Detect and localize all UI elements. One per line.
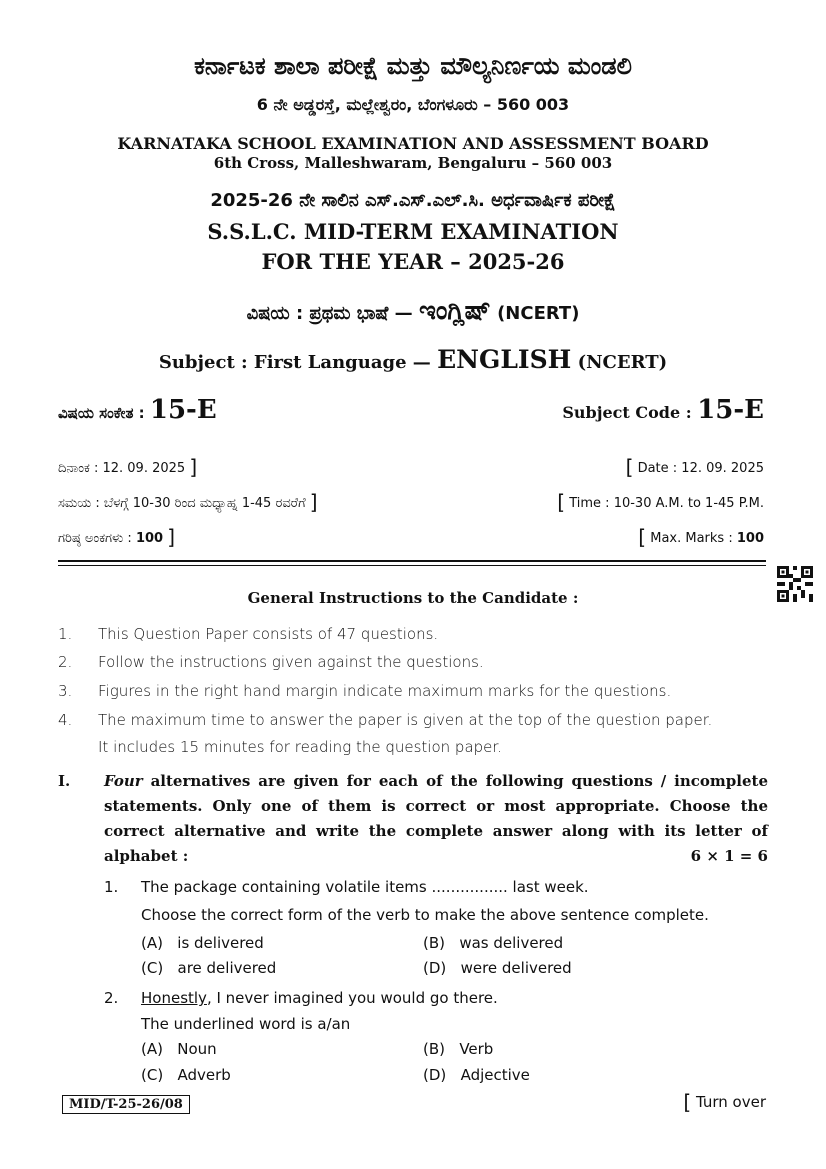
subject-english-name: ENGLISH xyxy=(437,345,572,374)
time-kannada-text: ಸಮಯ : ಬೆಳಗ್ಗೆ 10-30 ರಿಂದ ಮಧ್ಯಾಹ್ನ 1-45 ರವರೆಗೆ xyxy=(58,496,306,511)
instructions-title: General Instructions to the Candidate : xyxy=(247,589,579,607)
option-c xyxy=(141,959,276,977)
board-name-english: KARNATAKA SCHOOL EXAMINATION AND ASSESSMENT BOARD xyxy=(117,134,709,153)
section-marks: 6 × 1 = 6 xyxy=(690,847,768,865)
option-b xyxy=(423,934,563,952)
option-b xyxy=(423,1040,493,1058)
option-c xyxy=(141,1066,231,1084)
exam-title-line1: S.S.L.C. MID-TERM EXAMINATION xyxy=(207,219,619,244)
option-text: are delivered xyxy=(177,959,277,977)
option-a xyxy=(141,934,264,952)
max-marks-kannada-value: 100 xyxy=(135,531,164,546)
subject-kannada-prefix: ವಿಷಯ : ಪ್ರಥಮ ಭಾಷೆ — xyxy=(246,303,413,324)
max-marks-english-label: Max. Marks : xyxy=(650,531,733,546)
subject-english xyxy=(0,345,826,374)
option-label: (C) xyxy=(141,1066,164,1084)
question-text: The package containing volatile items ................ last week. xyxy=(141,878,589,896)
time-english-text: Time : 10-30 A.M. to 1-45 P.M. xyxy=(569,496,764,511)
instruction-number: 2. xyxy=(58,653,73,671)
instruction-text: Figures in the right hand margin indicate maximum marks for the questions. xyxy=(98,682,672,700)
date-kannada-text: ದಿನಾಂಕ : 12. 09. 2025 xyxy=(58,461,186,476)
option-label: (B) xyxy=(423,934,445,952)
option-a xyxy=(141,1040,217,1058)
subject-code-english-value: 15-E xyxy=(697,395,764,425)
question-number: 2. xyxy=(104,989,119,1007)
board-address-kannada: 6 ನೇ ಅಡ್ಡರಸ್ತೆ, ಮಲ್ಲೇಶ್ವರಂ, ಬೆಂಗಳೂರು – 560 003 xyxy=(256,95,570,114)
instruction-text: This Question Paper consists of 47 questions. xyxy=(98,625,439,643)
date-english-text: Date : 12. 09. 2025 xyxy=(637,461,764,476)
turn-over: [ Turn over xyxy=(683,1090,766,1114)
max-marks-kannada: ಗರಿಷ್ಠ ಅಂಕಗಳು : 100 ] xyxy=(58,525,176,549)
subject-english-prefix: Subject : First Language — xyxy=(158,352,431,373)
option-d xyxy=(423,959,572,977)
time-english: [ Time : 10-30 A.M. to 1-45 P.M. xyxy=(557,490,764,514)
turn-over-text: Turn over xyxy=(695,1093,766,1111)
max-marks-english-value: 100 xyxy=(736,531,764,546)
subject-code-english-label: Subject Code : xyxy=(562,403,692,422)
option-text: is delivered xyxy=(177,934,264,952)
option-label: (A) xyxy=(141,934,163,952)
question-prompt: The underlined word is a/an xyxy=(141,1015,351,1033)
board-address-english: 6th Cross, Malleshwaram, Bengaluru – 560 003 xyxy=(213,154,613,172)
subject-code-english xyxy=(562,395,764,425)
board-name-kannada: ಕರ್ನಾಟಕ ಶಾಲಾ ಪರೀಕ್ಷೆ ಮತ್ತು ಮೌಲ್ಯನಿರ್ಣಯ ಮಂಡಲಿ xyxy=(194,52,632,80)
underlined-word: Honestly xyxy=(141,989,207,1007)
option-label: (A) xyxy=(141,1040,163,1058)
instruction-text: It includes 15 minutes for reading the question paper. xyxy=(98,738,502,756)
option-text: Noun xyxy=(177,1040,217,1058)
section-number: I. xyxy=(58,772,71,790)
max-marks-kannada-label: ಗರಿಷ್ಠ ಅಂಕಗಳು : xyxy=(58,531,132,546)
section-instructions xyxy=(104,769,768,869)
option-label: (C) xyxy=(141,959,164,977)
subject-code-kannada-label: ವಿಷಯ ಸಂಕೇತ : xyxy=(58,404,145,422)
date-english: [ Date : 12. 09. 2025 xyxy=(625,455,764,479)
instruction-text: Follow the instructions given against the questions. xyxy=(98,653,484,671)
max-marks-english: [ Max. Marks : 100 xyxy=(638,525,764,549)
subject-kannada-name: ಇಂಗ್ಲಿಷ್ xyxy=(418,296,491,326)
option-text: was delivered xyxy=(459,934,564,952)
question-text-rest: , I never imagined you would go there. xyxy=(206,989,498,1007)
subject-english-suffix: (NCERT) xyxy=(577,352,668,373)
divider-thin xyxy=(58,565,766,566)
time-kannada: ಸಮಯ : ಬೆಳಗ್ಗೆ 10-30 ರಿಂದ ಮಧ್ಯಾಹ್ನ 1-45 ರವರೆಗೆ ] xyxy=(58,490,318,514)
instruction-number: 1. xyxy=(58,625,73,643)
section-lead-word: Four xyxy=(104,772,143,790)
divider-thick xyxy=(58,560,766,562)
option-text: Verb xyxy=(459,1040,494,1058)
option-label: (D) xyxy=(423,1066,447,1084)
date-kannada: ದಿನಾಂಕ : 12. 09. 2025 ] xyxy=(58,455,198,479)
paper-code: MID/T-25-26/08 xyxy=(62,1095,190,1114)
section-text: alternatives are given for each of the following questions / incomplete statements. Only one of them is correct or most appropriate. Choose the correct alternative and write the complete answer along with its letter of alphabet : xyxy=(104,772,768,865)
option-text: Adverb xyxy=(177,1066,231,1084)
subject-code-kannada-value: 15-E xyxy=(149,395,217,425)
option-label: (D) xyxy=(423,959,447,977)
option-text: were delivered xyxy=(460,959,572,977)
question-text xyxy=(141,989,498,1007)
instruction-text: The maximum time to answer the paper is given at the top of the question paper. xyxy=(98,711,713,729)
option-d xyxy=(423,1066,530,1084)
question-prompt: Choose the correct form of the verb to make the above sentence complete. xyxy=(141,906,709,924)
instruction-number: 3. xyxy=(58,682,73,700)
subject-kannada-suffix: (NCERT) xyxy=(497,303,580,324)
exam-title-kannada: 2025-26 ನೇ ಸಾಲಿನ ಎಸ್.ಎಸ್.ಎಲ್.ಸಿ. ಅರ್ಧವಾರ್ಷಿಕ ಪರೀಕ್ಷೆ xyxy=(210,190,616,211)
exam-title-line2: FOR THE YEAR – 2025-26 xyxy=(261,249,565,274)
instruction-number: 4. xyxy=(58,711,73,729)
option-text: Adjective xyxy=(460,1066,530,1084)
subject-code-kannada xyxy=(58,395,217,425)
question-number: 1. xyxy=(104,878,119,896)
subject-kannada xyxy=(0,296,826,327)
option-label: (B) xyxy=(423,1040,445,1058)
